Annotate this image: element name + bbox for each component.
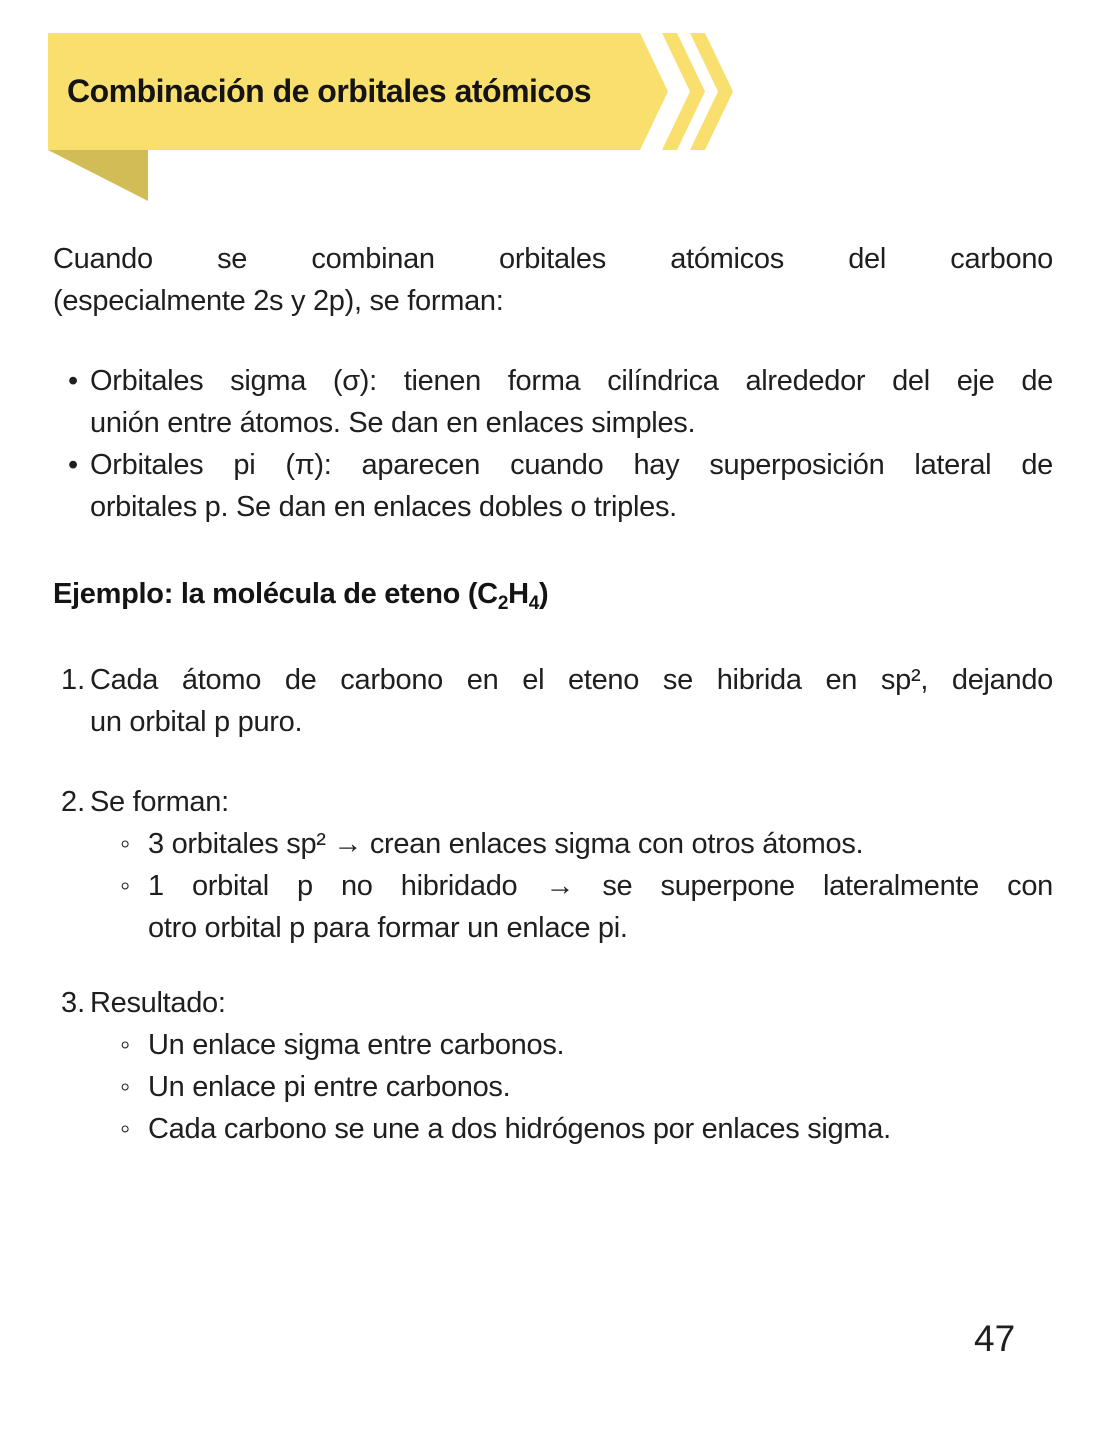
item-number: 2. xyxy=(61,786,86,818)
intro-paragraph xyxy=(53,238,1053,322)
text-line: Orbitales sigma (σ): tienen forma cilíndrica alrededor del eje de xyxy=(90,365,1053,397)
circle-bullet-icon: ◦ xyxy=(120,1113,131,1145)
banner-fold xyxy=(48,150,148,201)
item-number: 3. xyxy=(61,987,86,1019)
page-title: Combinación de orbitales atómicos xyxy=(67,73,592,109)
bullet-icon: • xyxy=(68,449,79,481)
sub-list-item xyxy=(90,823,1053,865)
list-item xyxy=(53,444,1053,528)
sub-list-item xyxy=(90,1108,1053,1150)
sub-list-item xyxy=(90,1066,1053,1108)
circle-bullet-icon: ◦ xyxy=(120,828,131,860)
numbered-item-1 xyxy=(53,659,1053,743)
circle-bullet-icon: ◦ xyxy=(120,1029,131,1061)
text-line: Un enlace pi entre carbonos. xyxy=(148,1071,511,1103)
heading-text: H xyxy=(508,578,529,610)
text-line: 3 orbitales sp² → crean enlaces sigma con otros átomos. xyxy=(148,828,864,860)
sub-list-item xyxy=(90,865,1053,949)
page-number: 47 xyxy=(974,1318,1016,1359)
text-line: 1 orbital p no hibridado → se superpone lateralmente con xyxy=(148,870,1053,902)
text-line: un orbital p puro. xyxy=(90,706,303,738)
text-line: Cuando se combinan orbitales atómicos del carbono xyxy=(53,243,1053,275)
bullet-icon: • xyxy=(68,365,79,397)
example-heading xyxy=(53,573,1053,619)
text-line: unión entre átomos. Se dan en enlaces simples. xyxy=(90,407,696,439)
subscript: 2 xyxy=(497,593,509,614)
document-body xyxy=(53,238,1053,1150)
text-line: Un enlace sigma entre carbonos. xyxy=(148,1029,565,1061)
sub-list-item xyxy=(90,1024,1053,1066)
text-line: Cada carbono se une a dos hidrógenos por enlaces sigma. xyxy=(148,1113,891,1145)
text-line: Se forman: xyxy=(90,786,229,818)
circle-bullet-icon: ◦ xyxy=(120,870,131,902)
text-line: Cada átomo de carbono en el eteno se hibrida en sp², dejando xyxy=(90,664,1053,696)
subscript: 4 xyxy=(528,593,540,614)
numbered-item-2 xyxy=(53,781,1053,949)
text-line: (especialmente 2s y 2p), se forman: xyxy=(53,285,504,317)
heading-text: Ejemplo: la molécula de eteno (C xyxy=(53,578,498,610)
numbered-item-3 xyxy=(53,982,1053,1150)
text-line: otro orbital p para formar un enlace pi. xyxy=(148,912,628,944)
heading-text: ) xyxy=(539,578,549,610)
text-line: orbitales p. Se dan en enlaces dobles o triples. xyxy=(90,491,677,523)
item-number: 1. xyxy=(61,664,86,696)
list-item xyxy=(53,360,1053,444)
text-line: Resultado: xyxy=(90,987,226,1019)
orbital-types-list xyxy=(53,360,1053,528)
circle-bullet-icon: ◦ xyxy=(120,1071,131,1103)
text-line: Orbitales pi (π): aparecen cuando hay superposición lateral de xyxy=(90,449,1053,481)
